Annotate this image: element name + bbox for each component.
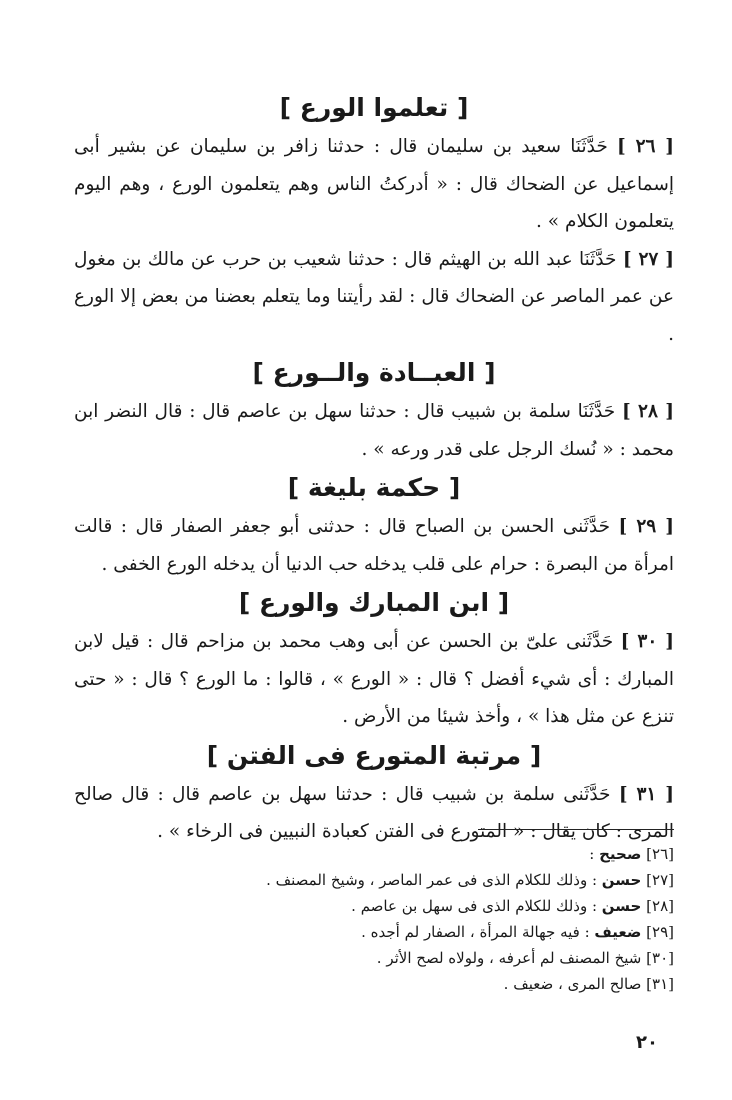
- main-text: [74, 88, 674, 851]
- hadith-number: [ ٢٦ ]: [617, 136, 674, 157]
- section-heading: [ حكمة بليغة ]: [287, 473, 461, 502]
- hadith-text: حَدَّثَنَا عبد الله بن الهيثم قال : حدثنا شعيب بن حرب عن مالك بن مغول عن عمر الماصر عن الضحاك قال : لقد رأيتنا وما يتعلم بعضنا من بعض إلا الورع .: [74, 248, 674, 345]
- hadith-text: حَدَّثَنَا سعيد بن سليمان قال : حدثنا زافر بن سليمان عن بشير أبى إسماعيل عن الضحاك قال : « أدركتُ الناس وهم يتعلمون الورع ، وهم اليوم يتعلمون الكلام » .: [74, 136, 674, 232]
- footnote-text: : وذلك للكلام الذى فى عمر الماصر ، وشيخ المصنف .: [266, 871, 602, 889]
- footnote-number: [٢٩]: [646, 923, 674, 941]
- hadith-paragraph: [74, 128, 674, 241]
- footnote-grade: حسن: [601, 871, 642, 889]
- footnote-grade: ضعيف: [594, 923, 642, 941]
- hadith-number: [ ٢٩ ]: [618, 516, 674, 537]
- footnote: [74, 945, 674, 971]
- hadith-paragraph: [74, 393, 674, 468]
- hadith-text: حَدَّثَنى الحسن بن الصباح قال : حدثنى أبو جعفر الصفار قال : قالت امرأة من البصرة : حرام على قلب يدخله حب الدنيا أن يدخله الورع الخفى .: [74, 516, 674, 575]
- footnote-number: [٢٧]: [646, 871, 674, 889]
- footnote-text: شيخ المصنف لم أعرفه ، ولولاه لصح الأثر .: [376, 949, 642, 967]
- footnote-number: [٢٨]: [646, 897, 674, 915]
- hadith-text: حَدَّثَنى سلمة بن شبيب قال : حدثنا سهل بن عاصم قال : قال صالح المرى : كان يقال : « المتورع فى الفتن كعبادة النبيين فى الرخاء » .: [74, 783, 674, 842]
- hadith-paragraph: [74, 776, 674, 851]
- footnote-number: [٣١]: [646, 975, 674, 993]
- footnote-grade: حسن: [601, 897, 642, 915]
- footnote: [74, 867, 674, 893]
- hadith-number: [ ٣١ ]: [618, 783, 674, 805]
- hadith-paragraph: [74, 241, 674, 354]
- footnote: [74, 971, 674, 997]
- footnote-number: [٢٦]: [646, 845, 674, 863]
- footnote-divider: [478, 829, 674, 830]
- page-number: ٢٠: [636, 1032, 658, 1053]
- footnote-text: :: [589, 845, 600, 863]
- footnote: [74, 919, 674, 945]
- section-heading: [ العبــادة والــورع ]: [252, 358, 496, 387]
- section-heading: [ ابن المبارك والورع ]: [238, 588, 510, 617]
- section-heading: [ مرتبة المتورع فى الفتن ]: [206, 740, 542, 770]
- hadith-text: حَدَّثَنى علىّ بن الحسن عن أبى وهب محمد بن مزاحم قال : قيل لابن المبارك : أى شيء أفضل ؟ قال : « الورع » ، قالوا : ما الورع ؟ قال : « حتى تنزع عن مثل هذا » ، وأخذ شيئا من الأرض .: [74, 631, 674, 727]
- footnote-number: [٣٠]: [646, 949, 674, 967]
- hadith-number: [ ٢٨ ]: [621, 401, 674, 422]
- section-heading: [ تعلموا الورع ]: [279, 93, 469, 122]
- hadith-number: [ ٢٧ ]: [622, 248, 674, 270]
- hadith-number: [ ٣٠ ]: [620, 631, 674, 652]
- footnote-text: : وذلك للكلام الذى فى سهل بن عاصم .: [351, 897, 602, 915]
- hadith-text: حَدَّثَنَا سلمة بن شبيب قال : حدثنا سهل بن عاصم قال : قال النضر ابن محمد : « نُسك الرجل على قدر ورعه » .: [74, 401, 674, 460]
- footnotes: [74, 841, 674, 997]
- footnote: [74, 893, 674, 919]
- footnote-text: صالح المرى ، ضعيف .: [503, 975, 642, 993]
- footnote: [74, 841, 674, 867]
- hadith-paragraph: [74, 623, 674, 736]
- hadith-paragraph: [74, 508, 674, 583]
- footnote-text: : فيه جهالة المرأة ، الصفار لم أجده .: [361, 923, 595, 941]
- footnote-grade: صحيح: [599, 845, 642, 863]
